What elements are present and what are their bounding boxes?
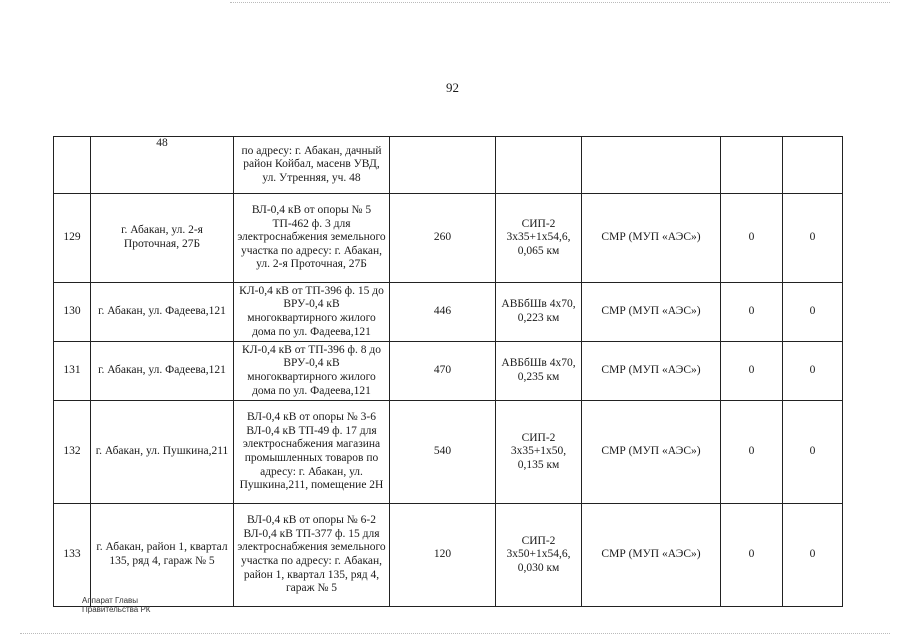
value-cell: 0 <box>721 504 783 607</box>
description-cell: КЛ-0,4 кВ от ТП-396 ф. 8 до ВРУ-0,4 кВ многоквартирного жилого дома по ул. Фадеева,121 <box>234 342 390 401</box>
executor-cell: СМР (МУП «АЭС») <box>582 401 721 504</box>
address-cell: г. Абакан, ул. Фадеева,121 <box>91 283 234 342</box>
value-cell: 0 <box>783 283 843 342</box>
table-row <box>54 194 843 283</box>
description-cell: ВЛ-0,4 кВ от опоры № 3-6 ВЛ-0,4 кВ ТП-49 ф. 17 для электроснабжения магазина промышленных товаров по адресу: г. Абакан, ул. Пушкина,211, помещение 2Н <box>234 401 390 504</box>
table-row <box>54 401 843 504</box>
cable-cell <box>496 137 582 194</box>
table-row <box>54 283 843 342</box>
power-cell: 540 <box>390 401 496 504</box>
value-cell: 0 <box>783 194 843 283</box>
cable-cell: АВБбШв 4х70, 0,223 км <box>496 283 582 342</box>
power-cell: 120 <box>390 504 496 607</box>
power-cell <box>390 137 496 194</box>
executor-cell: СМР (МУП «АЭС») <box>582 504 721 607</box>
address-cell: 48 <box>91 137 234 194</box>
stamp-line: Правительства РК <box>82 605 151 614</box>
value-cell <box>721 137 783 194</box>
row-number-cell: 129 <box>54 194 91 283</box>
table-row <box>54 504 843 607</box>
executor-cell <box>582 137 721 194</box>
row-number-cell: 131 <box>54 342 91 401</box>
address-cell: г. Абакан, ул. Пушкина,211 <box>91 401 234 504</box>
address-cell: г. Абакан, район 1, квартал 135, ряд 4, гараж № 5 <box>91 504 234 607</box>
cable-cell: СИП-2 3х50+1х54,6, 0,030 км <box>496 504 582 607</box>
row-number-cell: 130 <box>54 283 91 342</box>
value-cell: 0 <box>721 283 783 342</box>
stamp <box>82 596 150 614</box>
power-cell: 260 <box>390 194 496 283</box>
cable-cell: АВБбШв 4х70, 0,235 км <box>496 342 582 401</box>
power-cell: 446 <box>390 283 496 342</box>
description-cell: ВЛ-0,4 кВ от опоры № 6-2 ВЛ-0,4 кВ ТП-377 ф. 15 для электроснабжения земельного участка по адресу: г. Абакан, район 1, квартал 135, ряд 4, гараж № 5 <box>234 504 390 607</box>
row-number-cell: 133 <box>54 504 91 607</box>
table-row <box>54 137 843 194</box>
value-cell: 0 <box>721 342 783 401</box>
scan-artifact-bottom <box>20 633 890 634</box>
row-number-cell <box>54 137 91 194</box>
value-cell <box>783 137 843 194</box>
value-cell: 0 <box>783 401 843 504</box>
address-cell: г. Абакан, ул. 2-я Проточная, 27Б <box>91 194 234 283</box>
page-number: 92 <box>446 80 459 95</box>
scan-artifact-top <box>230 2 890 3</box>
executor-cell: СМР (МУП «АЭС») <box>582 283 721 342</box>
executor-cell: СМР (МУП «АЭС») <box>582 342 721 401</box>
row-number-cell: 132 <box>54 401 91 504</box>
power-cell: 470 <box>390 342 496 401</box>
description-cell: КЛ-0,4 кВ от ТП-396 ф. 15 до ВРУ-0,4 кВ многоквартирного жилого дома по ул. Фадеева,121 <box>234 283 390 342</box>
cable-cell: СИП-2 3х35+1х50, 0,135 км <box>496 401 582 504</box>
description-cell: по адресу: г. Абакан, дачный район Койбал, масенв УВД, ул. Утренняя, уч. 48 <box>234 137 390 194</box>
value-cell: 0 <box>783 342 843 401</box>
table-row <box>54 342 843 401</box>
cable-cell: СИП-2 3х35+1х54,6, 0,065 км <box>496 194 582 283</box>
address-cell: г. Абакан, ул. Фадеева,121 <box>91 342 234 401</box>
value-cell: 0 <box>721 401 783 504</box>
executor-cell: СМР (МУП «АЭС») <box>582 194 721 283</box>
value-cell: 0 <box>721 194 783 283</box>
description-cell: ВЛ-0,4 кВ от опоры № 5 ТП-462 ф. 3 для электроснабжения земельного участка по адресу: г. Абакан, ул. 2-я Проточная, 27Б <box>234 194 390 283</box>
data-table <box>53 136 843 607</box>
stamp-line: Аппарат Главы <box>82 596 139 605</box>
value-cell: 0 <box>783 504 843 607</box>
